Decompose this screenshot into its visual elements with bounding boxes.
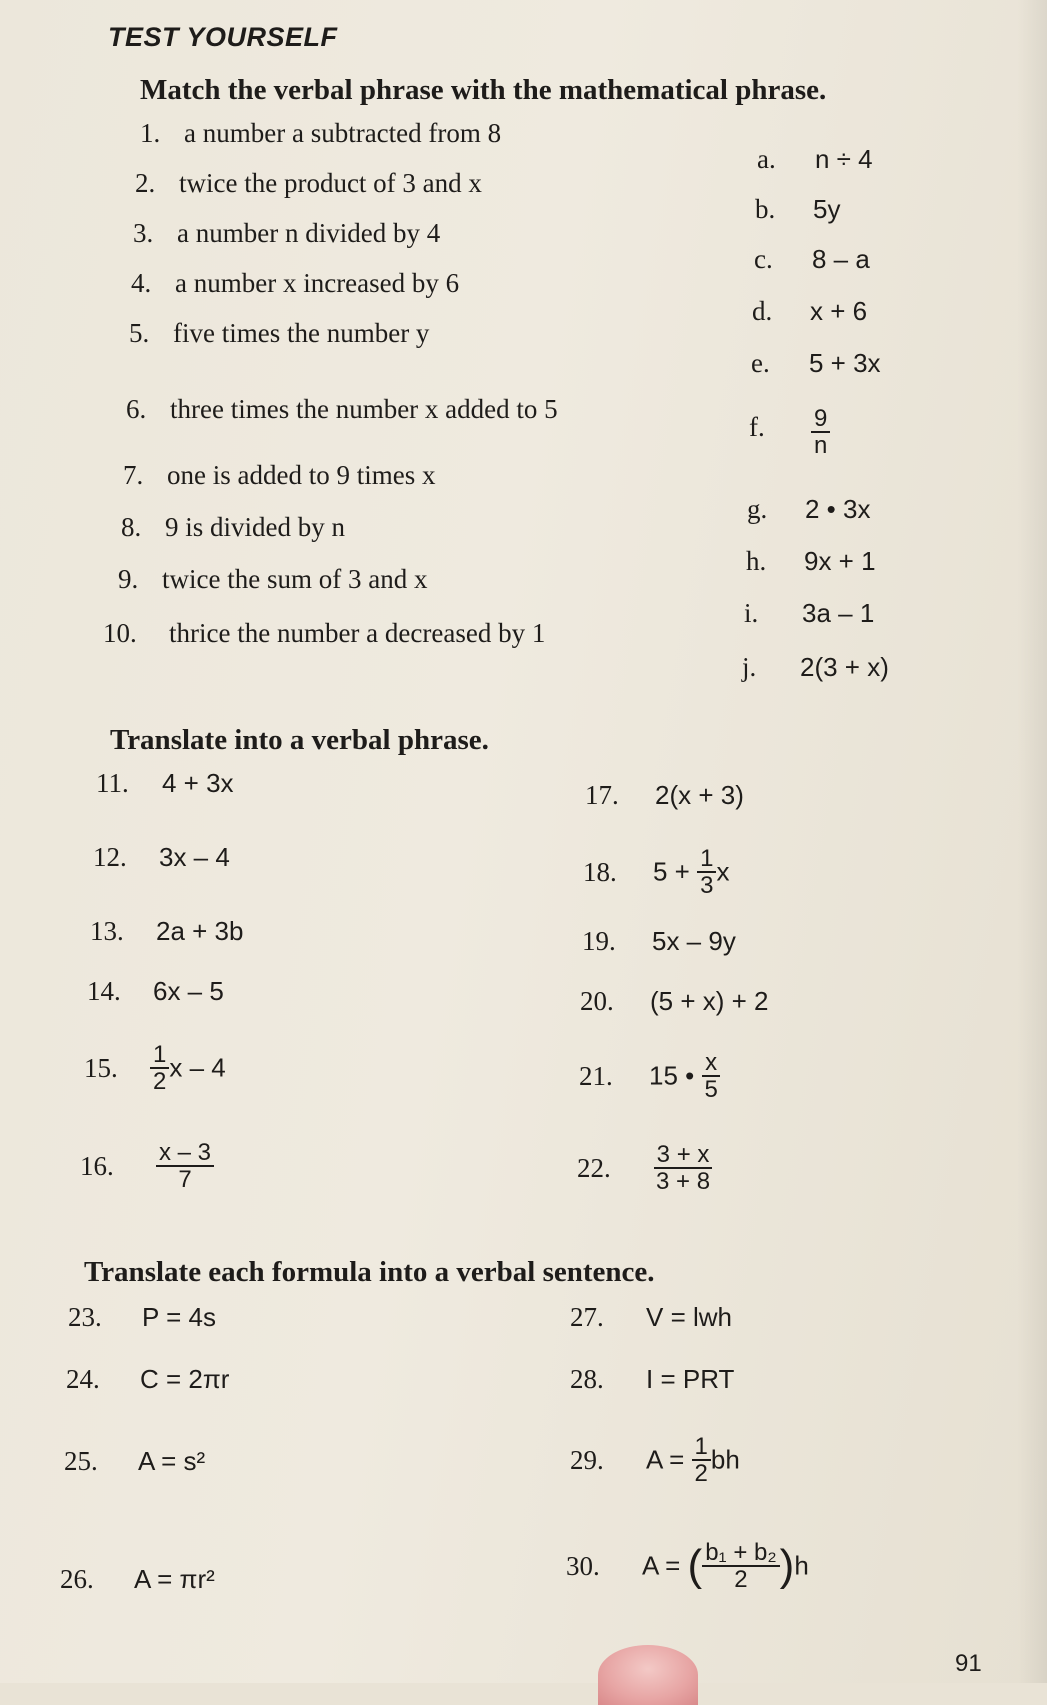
- verbal-item-8: 8. 9 is divided by n: [121, 512, 345, 542]
- math-option-a: a. n ÷ 4: [757, 144, 873, 174]
- verbal-item-9: 9. twice the sum of 3 and x: [118, 564, 428, 594]
- math-option-i: i. 3a – 1: [744, 598, 875, 628]
- fraction-x-minus-3-over-7: $\frac{x - 3}{7}$: [156, 1140, 214, 1192]
- phrase-item-11: 11. 4 + 3x: [96, 768, 234, 798]
- instruction-match: Match the verbal phrase with the mathematical phrase.: [140, 74, 827, 106]
- phrase-item-16: 16. $\frac{x - 3}{7}$: [80, 1140, 214, 1192]
- verbal-item-4: 4. a number x increased by 6: [131, 268, 460, 298]
- formula-item-25: 25. A = s²: [64, 1446, 206, 1476]
- math-option-h: h. 9x + 1: [746, 546, 876, 576]
- formula-item-30: 30. A = ( $\frac{\text{b₁ + b₂}}{2}$ )h: [566, 1539, 809, 1594]
- phrase-item-14: 14. 6x – 5: [87, 976, 224, 1006]
- math-option-b: b. 5y: [755, 194, 841, 224]
- phrase-item-20: 20. (5 + x) + 2: [580, 986, 769, 1016]
- formula-item-23: 23. P = 4s: [68, 1302, 216, 1332]
- page-edge-shadow: [1017, 0, 1047, 1683]
- fraction-x-over-5: $\frac{x}{5}$: [701, 1050, 720, 1102]
- section-header: TEST YOURSELF: [108, 22, 338, 52]
- page-number: 91: [955, 1650, 982, 1677]
- formula-item-26: 26. A = πr²: [60, 1564, 215, 1594]
- thumb-photo-artifact: [598, 1645, 698, 1705]
- verbal-item-7: 7. one is added to 9 times x: [123, 460, 436, 490]
- math-option-g: g. 2 • 3x: [747, 494, 871, 524]
- math-option-e: e. 5 + 3x: [751, 348, 881, 378]
- formula-item-27: 27. V = lwh: [570, 1302, 732, 1332]
- fraction-one-half-formula: $\frac{1}{2}$: [692, 1434, 711, 1486]
- phrase-item-17: 17. 2(x + 3): [585, 780, 744, 810]
- phrase-item-12: 12. 3x – 4: [93, 842, 230, 872]
- instruction-translate-formula: Translate each formula into a verbal sentence.: [84, 1256, 655, 1288]
- verbal-item-10: 10. thrice the number a decreased by 1: [103, 618, 546, 648]
- formula-item-24: 24. C = 2πr: [66, 1364, 230, 1394]
- fraction-3-plus-x-over-3-plus-8: $\frac{3 + x}{3 + 8}$: [653, 1142, 713, 1194]
- phrase-item-21: 21. 15 • $\frac{x}{5}$: [579, 1050, 721, 1102]
- formula-item-28: 28. I = PRT: [570, 1364, 735, 1394]
- verbal-item-6: 6. three times the number x added to 5: [126, 394, 558, 424]
- math-option-c: c. 8 – a: [754, 244, 870, 274]
- verbal-item-2: 2. twice the product of 3 and x: [135, 168, 482, 198]
- fraction-trapezoid-bases: $\frac{\text{b₁ + b₂}}{2}$: [702, 1540, 779, 1592]
- phrase-item-13: 13. 2a + 3b: [90, 916, 244, 946]
- phrase-item-18: 18. 5 + $\frac{1}{3}$ x: [583, 845, 730, 900]
- math-option-d: d. x + 6: [752, 296, 868, 326]
- verbal-item-3: 3. a number n divided by 4: [133, 218, 441, 248]
- math-option-f: f. $\frac{9}{n}$: [749, 406, 830, 458]
- math-option-j: j. 2(3 + x): [742, 652, 889, 682]
- phrase-item-15: 15. $\frac{1}{2}$ x – 4: [84, 1041, 226, 1096]
- phrase-item-22: 22. $\frac{3 + x}{3 + 8}$: [577, 1142, 713, 1194]
- fraction-one-third: $\frac{1}{3}$: [697, 846, 716, 898]
- verbal-item-5: 5. five times the number y: [129, 318, 430, 348]
- fraction-9-over-n: $\frac{9}{n}$: [811, 406, 830, 458]
- formula-item-29: 29. A = $\frac{1}{2}$ bh: [570, 1433, 740, 1488]
- instruction-translate-phrase: Translate into a verbal phrase.: [110, 724, 489, 756]
- phrase-item-19: 19. 5x – 9y: [582, 926, 736, 956]
- fraction-one-half: $\frac{1}{2}$: [150, 1042, 169, 1094]
- verbal-item-1: 1. a number a subtracted from 8: [140, 118, 502, 148]
